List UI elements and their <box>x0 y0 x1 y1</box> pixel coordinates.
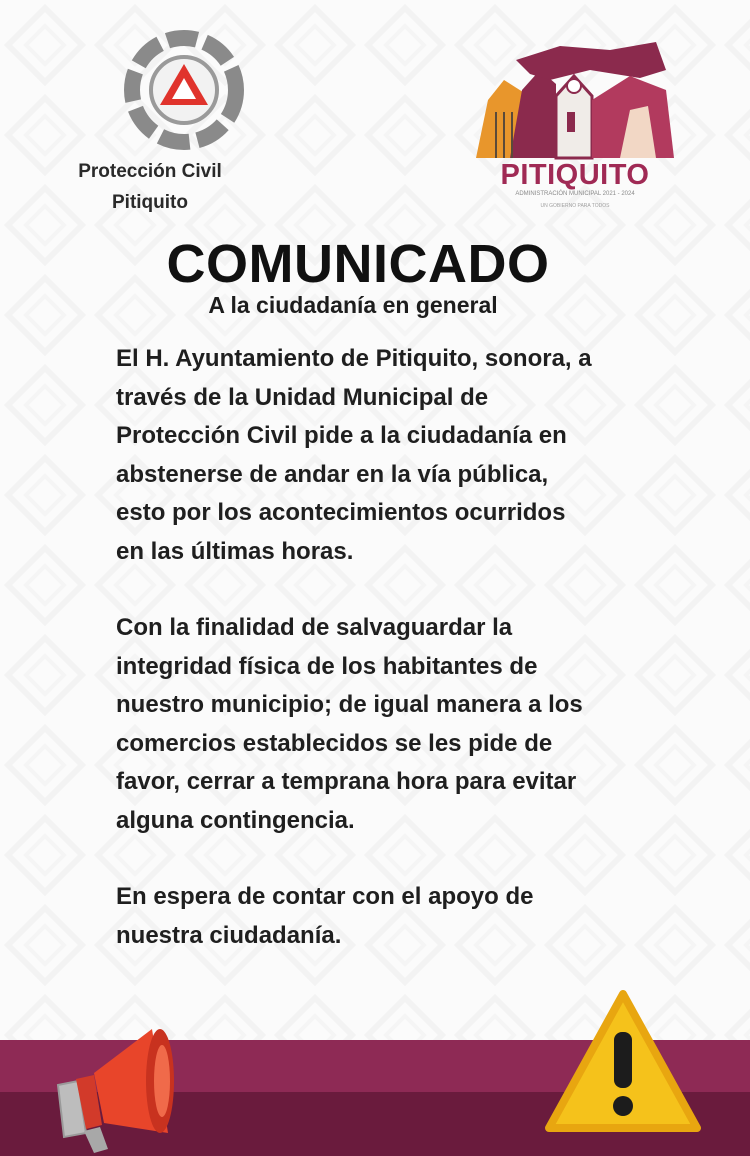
text-line: comercios establecidos se les pide de <box>116 729 553 757</box>
pitiquito-church-logo-icon <box>470 40 680 160</box>
warning-icon <box>543 988 703 1136</box>
page-title: COMUNICADO <box>166 234 550 294</box>
municipality-administration: ADMINISTRACIÓN MUNICIPAL 2021 - 2024 <box>515 191 635 197</box>
megaphone-icon <box>50 1015 185 1155</box>
text-line: integridad física de los habitantes de <box>116 652 538 680</box>
text-line: abstenerse de andar en la vía pública, <box>116 460 549 488</box>
text-line: El H. Ayuntamiento de Pitiquito, sonora, a <box>116 345 592 372</box>
municipality-slogan: UN GOBIERNO PARA TODOS <box>540 203 610 209</box>
org-name-line1: Protección Civil <box>78 161 222 182</box>
text-line: Con la finalidad de salvaguardar la <box>116 614 513 641</box>
proteccion-civil-name <box>50 156 250 218</box>
text-line: nuestro municipio; de igual manera a los <box>116 691 583 718</box>
paragraph <box>116 340 716 571</box>
text-line: través de la Unidad Municipal de <box>116 383 489 411</box>
paragraph <box>116 878 716 955</box>
pitiquito-municipal-logo <box>470 40 680 220</box>
text-line: esto por los acontecimientos ocurridos <box>116 499 566 526</box>
civil-protection-emblem-icon <box>122 28 246 152</box>
announcement-body <box>116 340 716 993</box>
text-line: en las últimas horas. <box>116 537 354 565</box>
text-line: alguna contingencia. <box>116 806 355 834</box>
org-name-line2: Pitiquito <box>112 192 188 213</box>
page-subtitle: A la ciudadanía en general <box>208 292 498 318</box>
paragraph <box>116 609 716 840</box>
text-line: nuestra ciudadanía. <box>116 921 342 949</box>
text-line: Protección Civil pide a la ciudadanía en <box>116 422 567 449</box>
text-line: En espera de contar con el apoyo de <box>116 883 534 910</box>
text-line: favor, cerrar a temprana hora para evitar <box>116 768 577 795</box>
proteccion-civil-logo <box>50 28 250 218</box>
municipality-name: PITIQUITO <box>500 159 650 191</box>
